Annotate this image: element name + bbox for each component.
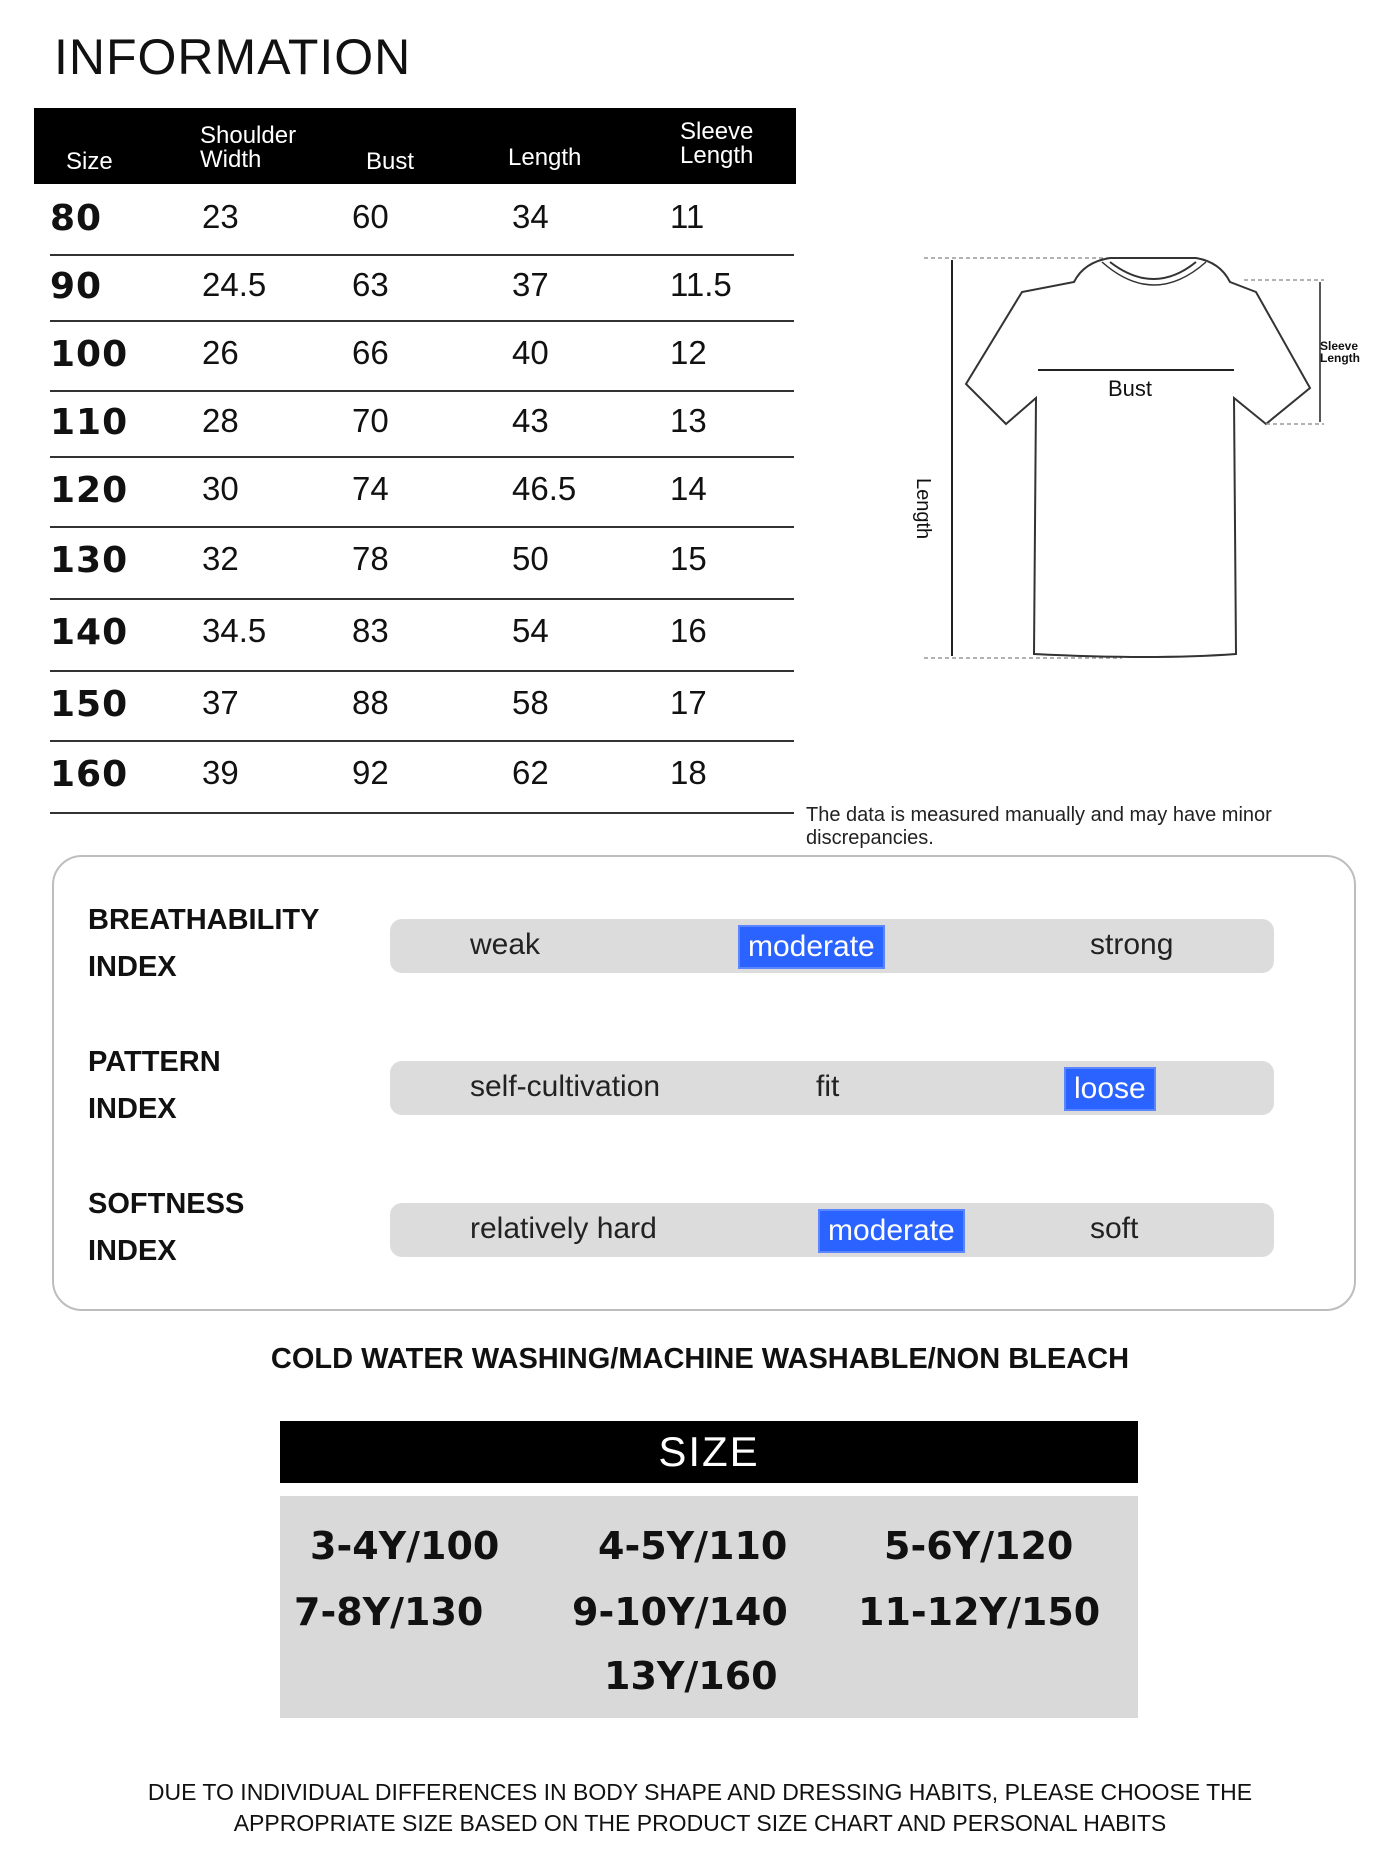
size-age-item: 3-4Y/100 — [310, 1524, 500, 1568]
page-title: INFORMATION — [54, 29, 412, 85]
index-label-label-2: INDEX — [88, 1235, 177, 1267]
cell-bust: 70 — [352, 402, 389, 439]
cell-length: 43 — [512, 402, 549, 439]
wash-instructions: COLD WATER WASHING/MACHINE WASHABLE/NON BLEACH — [270, 1343, 1130, 1375]
index-panel — [52, 855, 1356, 1311]
cell-length: 58 — [512, 684, 549, 721]
cell-sleeve: 11.5 — [670, 266, 732, 303]
cell-size: 140 — [50, 612, 129, 653]
index-option-selected: loose — [1064, 1067, 1156, 1111]
cell-length: 37 — [512, 266, 549, 303]
cell-size: 110 — [50, 402, 129, 443]
size-box — [280, 1496, 1138, 1718]
table-row — [50, 672, 794, 742]
index-option: relatively hard — [470, 1212, 657, 1245]
table-row — [50, 600, 794, 672]
cell-size: 80 — [50, 198, 103, 239]
cell-bust: 66 — [352, 334, 389, 371]
table-row — [50, 528, 794, 600]
size-age-item: 13Y/160 — [604, 1654, 778, 1698]
cell-length: 50 — [512, 540, 549, 577]
diagram-label-length: Length — [912, 478, 934, 540]
diagram-label-sleeve-line2: Length — [1320, 351, 1360, 365]
index-label — [88, 1181, 348, 1275]
cell-length: 34 — [512, 198, 549, 235]
index-label — [88, 1039, 348, 1133]
header-sleeve-line1: Sleeve — [680, 118, 754, 145]
cell-shoulder: 26 — [202, 334, 239, 371]
header-length: Length — [508, 144, 582, 171]
table-row — [50, 322, 794, 392]
diagram-label-bust: Bust — [1108, 376, 1153, 401]
cell-length: 46.5 — [512, 470, 577, 507]
cell-shoulder: 32 — [202, 540, 239, 577]
index-scale — [390, 1061, 1274, 1115]
cell-size: 90 — [50, 266, 103, 307]
cell-bust: 83 — [352, 612, 389, 649]
index-option: strong — [1090, 928, 1174, 961]
table-row — [50, 742, 794, 814]
cell-shoulder: 37 — [202, 684, 239, 721]
cell-shoulder: 24.5 — [202, 266, 267, 303]
cell-size: 120 — [50, 470, 129, 511]
cell-size: 160 — [50, 754, 129, 795]
table-row — [50, 458, 794, 528]
table-row — [50, 186, 794, 256]
size-age-item: 5-6Y/120 — [884, 1524, 1074, 1568]
size-age-item: 4-5Y/110 — [598, 1524, 788, 1568]
cell-bust: 92 — [352, 754, 389, 791]
cell-bust: 88 — [352, 684, 389, 721]
cell-sleeve: 18 — [670, 754, 707, 791]
index-label — [88, 897, 348, 991]
size-advice-note — [0, 1777, 1400, 1839]
diagram-label-sleeve-line1: Sleeve — [1320, 339, 1359, 353]
cell-sleeve: 15 — [670, 540, 707, 577]
size-advice-line2: APPROPRIATE SIZE BASED ON THE PRODUCT SIZE CHART AND PERSONAL HABITS — [233, 1810, 1167, 1836]
header-sleeve-line2: Length — [680, 142, 754, 169]
cell-size: 130 — [50, 540, 129, 581]
cell-sleeve: 13 — [670, 402, 707, 439]
cell-size: 100 — [50, 334, 129, 375]
cell-sleeve: 17 — [670, 684, 707, 721]
cell-bust: 74 — [352, 470, 389, 507]
header-size: Size — [66, 148, 113, 175]
cell-bust: 63 — [352, 266, 389, 303]
index-label-label-1: BREATHABILITY — [88, 904, 320, 936]
tshirt-outline — [966, 258, 1310, 657]
table-row — [50, 390, 794, 458]
index-option-selected: moderate — [738, 925, 885, 969]
cell-bust: 78 — [352, 540, 389, 577]
index-label-label-1: SOFTNESS — [88, 1188, 245, 1220]
cell-shoulder: 30 — [202, 470, 239, 507]
diagram-label-sleeve — [1320, 340, 1360, 364]
cell-length: 62 — [512, 754, 549, 791]
size-box-heading: SIZE — [280, 1421, 1138, 1483]
index-label-label-2: INDEX — [88, 951, 177, 983]
cell-length: 40 — [512, 334, 549, 371]
size-advice-line1: DUE TO INDIVIDUAL DIFFERENCES IN BODY SHAPE AND DRESSING HABITS, PLEASE CHOOSE THE — [147, 1779, 1253, 1805]
table-row — [50, 254, 794, 322]
index-option: weak — [470, 928, 541, 961]
size-age-item: 9-10Y/140 — [572, 1590, 788, 1634]
header-bust: Bust — [366, 148, 415, 175]
cell-sleeve: 11 — [670, 198, 705, 235]
tshirt-diagram — [914, 248, 1394, 668]
header-shoulder-line1: Shoulder — [200, 122, 297, 149]
cell-shoulder: 23 — [202, 198, 239, 235]
index-option-selected: moderate — [818, 1209, 965, 1253]
cell-sleeve: 14 — [670, 470, 707, 507]
index-option: fit — [816, 1070, 840, 1103]
cell-shoulder: 28 — [202, 402, 239, 439]
header-shoulder-line2: Width — [200, 146, 262, 173]
cell-sleeve: 16 — [670, 612, 707, 649]
cell-shoulder: 34.5 — [202, 612, 267, 649]
cell-bust: 60 — [352, 198, 389, 235]
index-label-label-2: INDEX — [88, 1093, 177, 1125]
index-scale — [390, 919, 1274, 973]
size-age-item: 11-12Y/150 — [858, 1590, 1101, 1634]
measurement-disclaimer: The data is measured manually and may have minor discrepancies. — [806, 804, 1272, 849]
index-label-label-1: PATTERN — [88, 1046, 221, 1078]
size-age-item: 7-8Y/130 — [294, 1590, 484, 1634]
cell-size: 150 — [50, 684, 129, 725]
table-header — [34, 108, 796, 184]
index-scale — [390, 1203, 1274, 1257]
cell-shoulder: 39 — [202, 754, 239, 791]
index-option: self-cultivation — [470, 1070, 661, 1103]
cell-sleeve: 12 — [670, 334, 707, 371]
cell-length: 54 — [512, 612, 549, 649]
index-option: soft — [1090, 1212, 1139, 1245]
